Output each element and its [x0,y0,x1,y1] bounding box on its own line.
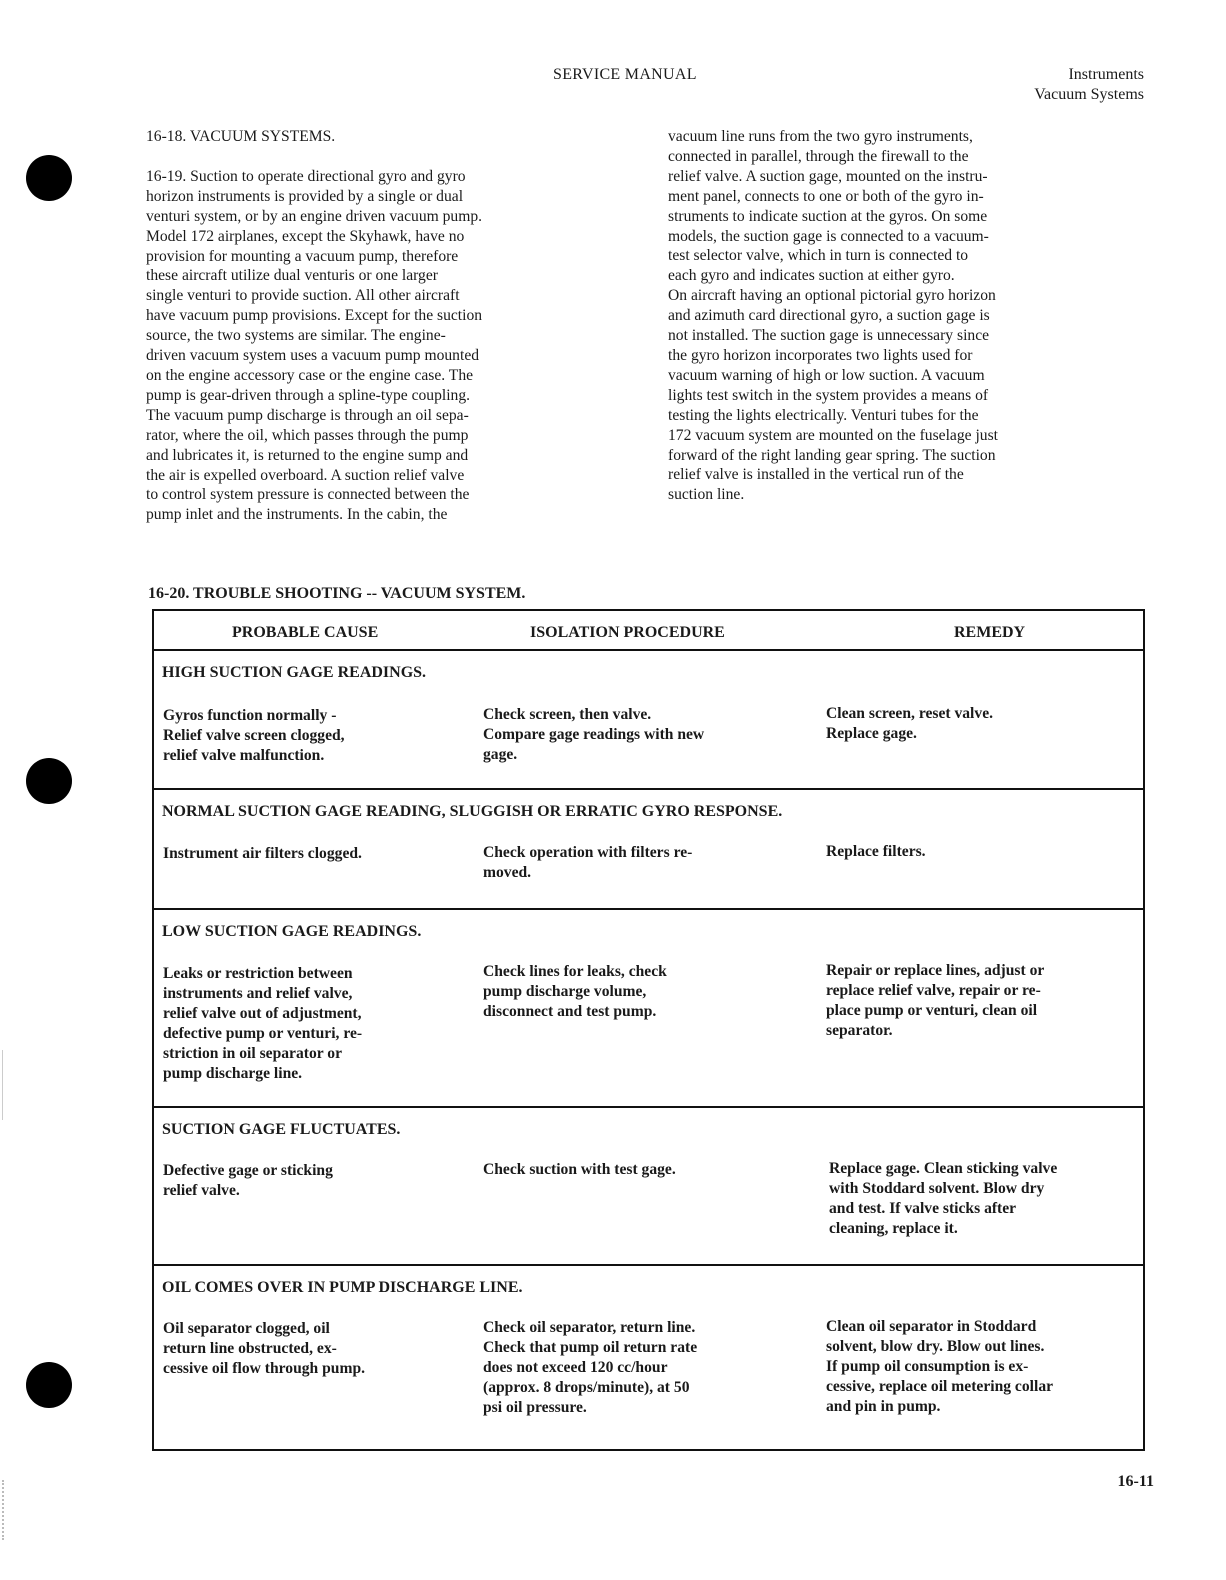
procedure-cell [483,1318,803,1418]
section-title: 16-18. VACUUM SYSTEMS. [146,128,336,145]
cell-line: pump discharge line. [163,1064,303,1082]
text-line: provision for mounting a vacuum pump, therefore [146,247,459,265]
cell-line: replace relief valve, repair or re- [826,981,1041,999]
binder-hole-bottom [26,1362,72,1408]
group-title: SUCTION GAGE FLUCTUATES. [162,1121,401,1138]
section-header [1034,65,1144,105]
text-line: each gyro and indicates suction at either gyro. [668,267,955,285]
cell-line: Check that pump oil return rate [483,1338,698,1356]
text-column-right [668,127,1158,505]
text-line: 16-19. Suction to operate directional gyro and gyro [146,167,466,185]
cell-line: moved. [483,863,532,881]
text-line: testing the lights electrically. Venturi tubes for the [668,406,979,424]
cell-line: and test. If valve sticks after [829,1199,1017,1217]
cell-line: Check oil separator, return line. [483,1319,696,1336]
table-group [154,910,1143,1108]
table-group [154,1108,1143,1266]
remedy-cell [829,1159,1147,1239]
cell-line: does not exceed 120 cc/hour [483,1358,668,1376]
remedy-cell [826,842,1144,862]
text-line: horizon instruments is provided by a single or dual [146,187,464,205]
cell-line: Oil separator clogged, oil [163,1320,330,1337]
text-line: venturi system, or by an engine driven vacuum pump. [146,207,483,225]
cell-line: Defective gage or sticking [163,1162,333,1179]
group-title: OIL COMES OVER IN PUMP DISCHARGE LINE. [162,1279,523,1296]
cause-cell [163,844,463,864]
cell-line: cessive, replace oil metering collar [826,1377,1054,1395]
text-line: Model 172 airplanes, except the Skyhawk, have no [146,227,465,245]
cell-line: pump discharge volume, [483,982,647,1000]
procedure-cell [483,962,803,1022]
text-line: on the engine accessory case or the engine case. The [146,366,474,384]
section-header-line1: Instruments [1068,66,1144,83]
cell-line: Repair or replace lines, adjust or [826,962,1045,979]
cell-line: psi oil pressure. [483,1398,587,1416]
cell-line: Clean screen, reset valve. [826,705,994,722]
text-line: forward of the right landing gear spring. The suction [668,446,996,464]
text-line: rator, where the oil, which passes through the pump [146,426,469,444]
cell-line: with Stoddard solvent. Blow dry [829,1179,1045,1197]
cell-line: Replace gage. Clean sticking valve [829,1160,1058,1177]
table-header-row [154,611,1143,651]
cell-line: solvent, blow dry. Blow out lines. [826,1337,1045,1355]
remedy-cell [826,1317,1144,1417]
cause-cell [163,1319,463,1379]
text-line: vacuum warning of high or low suction. A vacuum [668,366,985,384]
cell-line: relief valve out of adjustment, [163,1004,362,1022]
cell-line: Check lines for leaks, check [483,963,667,980]
text-line: ment panel, connects to one or both of the gyro in- [668,187,984,205]
cell-line: Check operation with filters re- [483,844,693,861]
text-line: the air is expelled overboard. A suction relief valve [146,466,465,484]
remedy-cell [826,961,1144,1041]
procedure-cell [483,705,803,765]
text-line: and lubricates it, is returned to the engine sump and [146,446,469,464]
table-title: 16-20. TROUBLE SHOOTING -- VACUUM SYSTEM. [148,585,526,602]
cell-line: Instrument air filters clogged. [163,845,362,862]
text-line: pump is gear-driven through a spline-type coupling. [146,386,471,404]
text-line: On aircraft having an optional pictorial gyro horizon [668,287,996,305]
cell-line: striction in oil separator or [163,1044,343,1062]
cell-line: Leaks or restriction between [163,965,353,982]
text-line: the gyro horizon incorporates two lights used for [668,346,973,364]
table-group [154,790,1143,910]
cell-line: Check suction with test gage. [483,1161,676,1178]
procedure-cell [483,843,803,883]
text-line: lights test switch in the system provides a means of [668,386,989,404]
cell-line: and pin in pump. [826,1397,941,1415]
text-line: test selector valve, which in turn is connected to [668,247,969,265]
cell-line: cleaning, replace it. [829,1219,958,1237]
text-line: relief valve. A suction gage, mounted on the instru- [668,167,988,185]
column-header-procedure: ISOLATION PROCEDURE [530,624,725,641]
group-title: LOW SUCTION GAGE READINGS. [162,923,422,940]
text-line: pump inlet and the instruments. In the cabin, the [146,506,448,524]
text-line: suction line. [668,486,745,504]
cell-line: Gyros function normally - [163,707,337,724]
table-group [154,651,1143,790]
column-header-cause: PROBABLE CAUSE [232,624,379,641]
text-column-left [146,127,636,525]
manual-title: SERVICE MANUAL [553,66,697,83]
text-line: struments to indicate suction at the gyros. On some [668,207,988,225]
text-line: these aircraft utilize dual venturis or one larger [146,267,438,285]
column-header-remedy: REMEDY [954,624,1026,641]
cell-line: cessive oil flow through pump. [163,1359,366,1377]
text-line: vacuum line runs from the two gyro instruments, [668,128,973,145]
text-line: and azimuth card directional gyro, a suction gage is [668,307,990,325]
table-group [154,1266,1143,1446]
page-number: 16-11 [1117,1473,1154,1490]
cell-line: Replace filters. [826,843,926,860]
text-line: relief valve is installed in the vertical run of the [668,466,964,484]
cell-line: disconnect and test pump. [483,1002,657,1020]
cell-line: instruments and relief valve, [163,984,353,1002]
cell-line: relief valve. [163,1181,240,1199]
cell-line: Clean oil separator in Stoddard [826,1318,1037,1335]
cause-cell [163,964,463,1083]
text-line: not installed. The suction gage is unnecessary since [668,327,990,345]
cell-line: Compare gage readings with new [483,725,705,743]
text-line: have vacuum pump provisions. Except for the suction [146,307,483,325]
scan-edge-dots [2,1480,6,1540]
cell-line: Relief valve screen clogged, [163,726,345,744]
troubleshooting-table [152,609,1145,1451]
text-line: 172 vacuum system are mounted on the fuselage just [668,426,998,444]
group-title: HIGH SUCTION GAGE READINGS. [162,664,427,681]
cell-line: separator. [826,1021,893,1039]
text-line: driven vacuum system uses a vacuum pump mounted [146,347,480,365]
procedure-cell [483,1160,803,1180]
cell-line: Replace gage. [826,724,917,742]
cell-line: Check screen, then valve. [483,706,652,723]
group-title: NORMAL SUCTION GAGE READING, SLUGGISH OR ERRATIC GYRO RESPONSE. [162,803,783,820]
cell-line: If pump oil consumption is ex- [826,1357,1029,1375]
cell-line: relief valve malfunction. [163,746,325,764]
cell-line: gage. [483,745,518,763]
cell-line: return line obstructed, ex- [163,1339,337,1357]
text-line: The vacuum pump discharge is through an oil sepa- [146,406,469,424]
text-line: single venturi to provide suction. All other aircraft [146,287,460,305]
cell-line: place pump or venturi, clean oil [826,1001,1038,1019]
section-header-line2: Vacuum Systems [1034,86,1144,103]
cause-cell [163,1161,463,1201]
text-line: to control system pressure is connected between the [146,486,470,504]
cell-line: defective pump or venturi, re- [163,1024,363,1042]
binder-hole-top [26,155,72,201]
scan-edge-mark [2,1050,3,1120]
text-line: connected in parallel, through the firewall to the [668,147,969,165]
text-line: source, the two systems are similar. The engine- [146,327,446,345]
cause-cell [163,706,463,766]
cell-line: (approx. 8 drops/minute), at 50 [483,1378,690,1396]
remedy-cell [826,704,1144,744]
binder-hole-middle [26,758,72,804]
text-line: models, the suction gage is connected to a vacuum- [668,227,989,245]
